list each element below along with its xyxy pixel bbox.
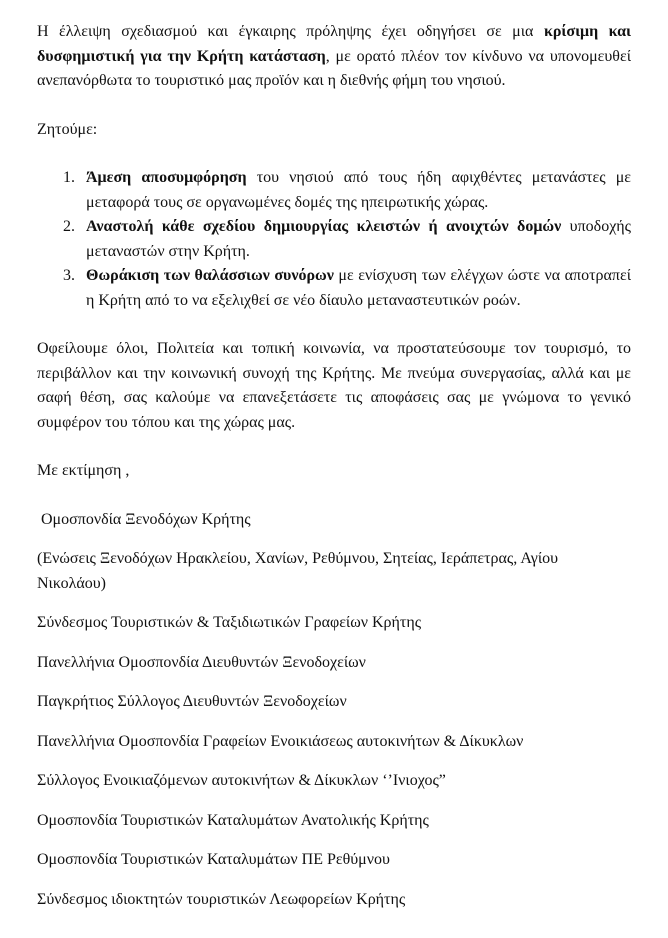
demands-heading: Ζητούμε: <box>37 120 98 138</box>
demand-text: του νησιού από τους ήδη αφιχθέντες μετανάστες με μεταφορά τους σε οργανωμένες δομές της ηπειρωτικής χώρας. <box>86 169 632 211</box>
salutation: Με εκτίμηση , <box>37 462 130 479</box>
demand-number: 3. <box>63 267 75 284</box>
intro-text-2: , με ορατό πλέον τον κίνδυνο να υπονομευθεί ανεπανόρθωτα το τουριστικό μας προϊόν και η διεθνής φήμη του νησιού. <box>37 47 631 89</box>
demand-item <box>37 264 631 313</box>
demand-bold-text: Θωράκιση των θαλάσσιων συνόρων <box>86 267 334 284</box>
intro-text-1: Η έλλειψη σχεδιασμού και έγκαιρης πρόληψης έχει οδηγήσει σε μια <box>37 23 544 40</box>
signatory: Σύνδεσμος Τουριστικών & Ταξιδιωτικών Γραφείων Κρήτης <box>37 614 422 631</box>
closing-paragraph: Οφείλουμε όλοι, Πολιτεία και τοπική κοινωνία, να προστατεύσουμε τον τουρισμό, το περιβάλλον και την κοινωνική συνοχή της Κρήτης. Με πνεύμα συνεργασίας, αλλά και με σαφή θέση, σας καλούμε να επανεξετάσετε τις αποφάσεις σας με γνώμονα το γενικό συμφέρον του τόπου και της χώρας μας. <box>37 340 631 431</box>
demands-list <box>37 166 631 313</box>
demand-text: με ενίσχυση των ελέγχων ώστε να αποτραπεί η Κρήτη από το να εξελιχθεί σε νέο δίαυλο μεταναστευτικών ροών. <box>86 267 632 309</box>
signatory: Ομοσπονδία Τουριστικών Καταλυμάτων ΠΕ Ρεθύμνου <box>37 851 390 868</box>
signatory: Ομοσπονδία Ξενοδόχων Κρήτης <box>41 510 251 528</box>
demand-text: υποδοχής μεταναστών στην Κρήτη. <box>86 218 631 260</box>
signatory: Ομοσπονδία Τουριστικών Καταλυμάτων Ανατολικής Κρήτης <box>37 811 429 829</box>
signatory: Πανελλήνια Ομοσπονδία Γραφείων Ενοικιάσεως αυτοκινήτων & Δίκυκλων <box>37 732 524 750</box>
intro-bold-text: κρίσιμη και δυσφημιστική για την Κρήτη κατάσταση <box>37 23 631 65</box>
demand-item <box>37 215 631 264</box>
demand-bold-text: Αναστολή κάθε σχεδίου δημιουργίας κλειστών ή ανοιχτών δομών <box>86 218 562 235</box>
intro-paragraph <box>37 20 631 94</box>
signatory: Πανελλήνια Ομοσπονδία Διευθυντών Ξενοδοχείων <box>37 653 366 671</box>
demand-item <box>37 166 631 215</box>
demand-number: 2. <box>63 218 75 235</box>
signatory: Σύλλογος Ενοικιαζόμενων αυτοκινήτων & Δίκυκλων ‘’Ινιοχος” <box>37 772 446 789</box>
demand-number: 1. <box>63 169 75 186</box>
signatory: Παγκρήτιος Σύλλογος Διευθυντών Ξενοδοχείων <box>37 693 347 710</box>
signatory-note: (Ενώσεις Ξενοδόχων Ηρακλείου, Χανίων, Ρεθύμνου, Σητείας, Ιεράπετρας, Αγίου Νικολάου) <box>37 550 559 592</box>
signatory: Σύνδεσμος ιδιοκτητών τουριστικών Λεωφορείων Κρήτης <box>37 890 406 908</box>
letter-page <box>37 20 631 912</box>
demand-bold-text: Άμεση αποσυμφόρηση <box>86 169 247 186</box>
